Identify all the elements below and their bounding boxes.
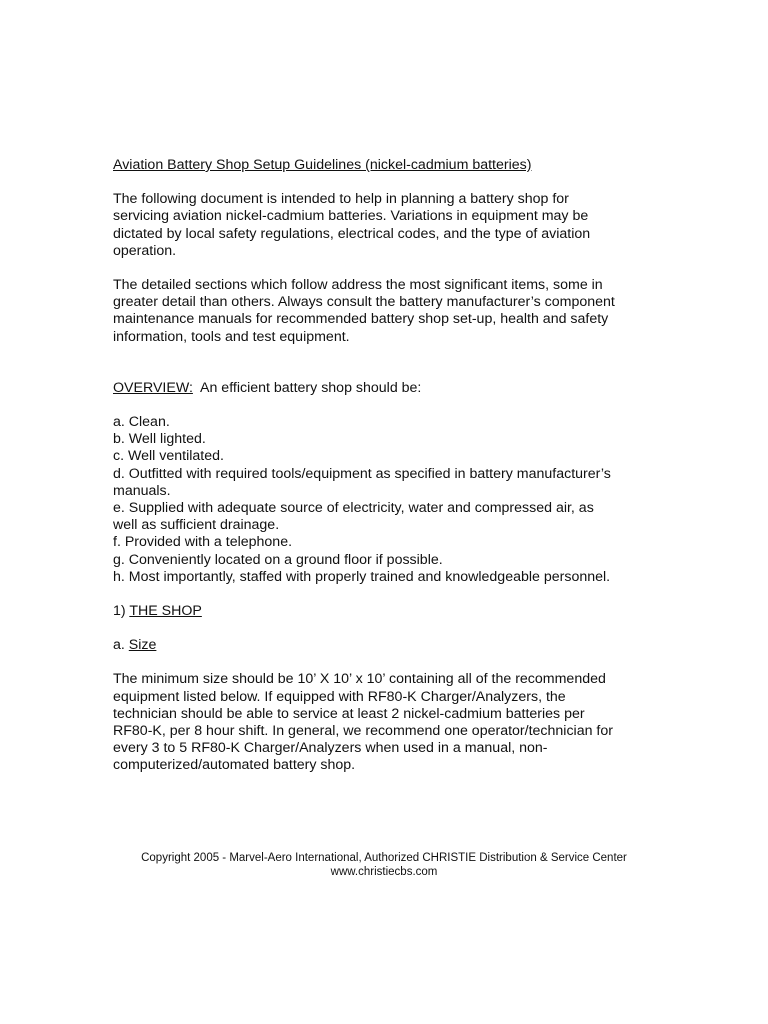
overview-label: OVERVIEW: <box>113 379 193 396</box>
list-item: a. Clean. <box>113 414 170 431</box>
size-line: The minimum size should be 10’ X 10’ x 10’ containing all of the recommended <box>113 671 606 688</box>
document-title <box>113 157 673 174</box>
subsection-heading-size <box>113 637 673 654</box>
size-line: technician should be able to service at least 2 nickel-cadmium batteries per <box>113 705 585 722</box>
size-line: RF80-K, per 8 hour shift. In general, we recommend one operator/technician for <box>113 723 613 740</box>
list-item: d. Outfitted with required tools/equipment as specified in battery manufacturer’s <box>113 465 611 482</box>
size-line: every 3 to 5 RF80-K Charger/Analyzers when used in a manual, non- <box>113 740 548 757</box>
list-item: well as sufficient drainage. <box>113 517 280 534</box>
list-item: e. Supplied with adequate source of electricity, water and compressed air, as <box>113 500 594 517</box>
footer-copyright: Copyright 2005 - Marvel-Aero International, Authorized CHRISTIE Distribution & Service Center <box>141 852 627 864</box>
list-item: g. Conveniently located on a ground floor if possible. <box>113 551 443 568</box>
intro-line: The following document is intended to help in planning a battery shop for <box>113 191 569 208</box>
list-item: f. Provided with a telephone. <box>113 534 293 551</box>
footer-website: www.christiecbs.com <box>330 866 438 878</box>
overview-heading <box>113 380 673 397</box>
size-line: equipment listed below. If equipped with RF80-K Charger/Analyzers, the <box>113 688 566 705</box>
intro-paragraph <box>113 191 673 260</box>
list-item: manuals. <box>113 482 171 499</box>
intro-line: dictated by local safety regulations, electrical codes, and the type of aviation <box>113 225 591 242</box>
detail-line: maintenance manuals for recommended battery shop set-up, health and safety <box>113 311 609 328</box>
detail-line: The detailed sections which follow address the most significant items, some in <box>113 277 603 294</box>
section-title: THE SHOP <box>129 603 202 620</box>
size-line: computerized/automated battery shop. <box>113 757 356 774</box>
size-paragraph <box>113 671 673 774</box>
list-item: c. Well ventilated. <box>113 448 224 465</box>
detail-paragraph <box>113 277 673 346</box>
list-item: h. Most importantly, staffed with properly trained and knowledgeable personnel. <box>113 568 611 585</box>
document-body <box>113 157 673 792</box>
intro-line: servicing aviation nickel-cadmium batteries. Variations in equipment may be <box>113 208 589 225</box>
intro-line: operation. <box>113 242 177 259</box>
document-title-text: Aviation Battery Shop Setup Guidelines (nickel-cadmium batteries) <box>113 157 532 173</box>
section-number: 1) <box>113 603 130 620</box>
detail-line: greater detail than others. Always consult the battery manufacturer’s component <box>113 294 615 311</box>
section-heading-shop <box>113 603 673 620</box>
subsection-title: Size <box>128 637 157 654</box>
list-item: b. Well lighted. <box>113 431 206 448</box>
overview-text: An efficient battery shop should be: <box>192 379 422 396</box>
subsection-letter: a. <box>113 637 129 654</box>
overview-list <box>113 414 673 586</box>
detail-line: information, tools and test equipment. <box>113 328 350 345</box>
page-footer <box>0 851 768 879</box>
